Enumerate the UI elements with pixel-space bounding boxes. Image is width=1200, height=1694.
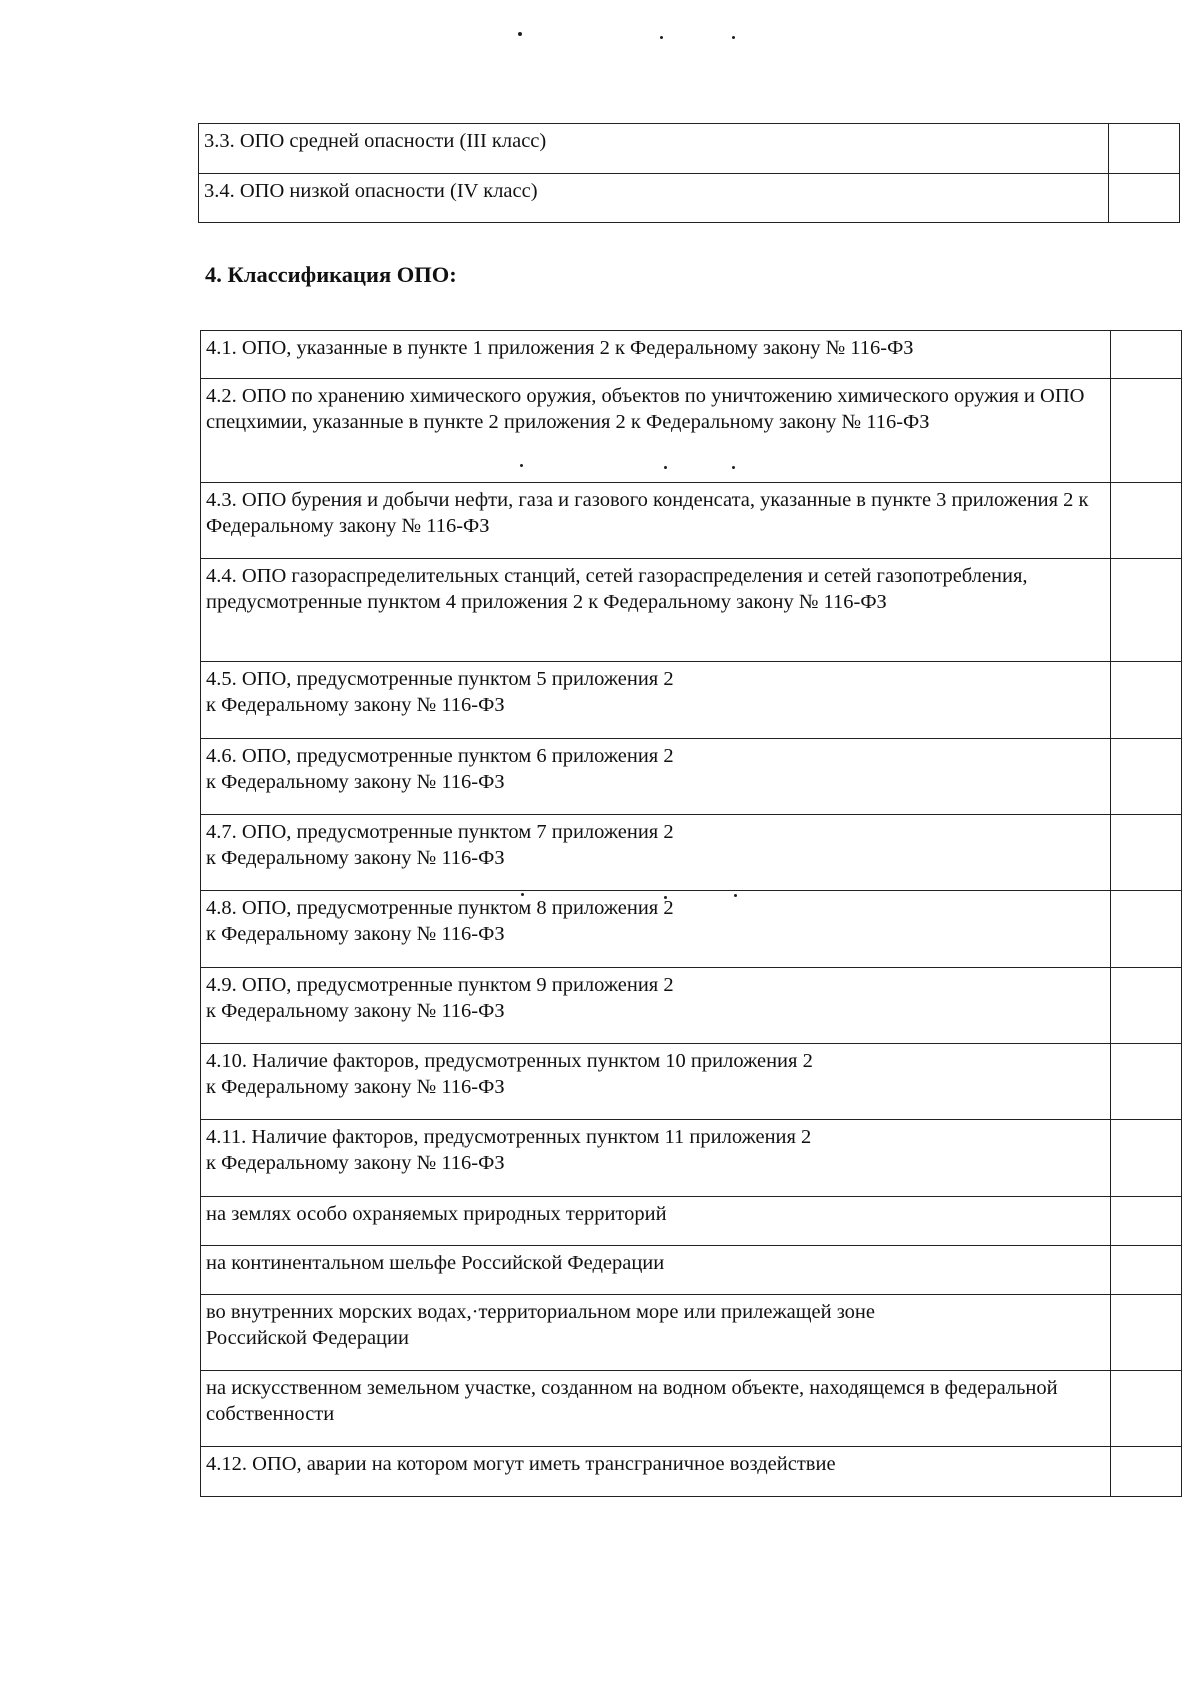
table-row [201, 1044, 1182, 1120]
checkbox-cell[interactable] [1111, 1044, 1182, 1120]
row-label: 4.1. ОПО, указанные в пункте 1 приложения 2 к Федеральному закону № 116-ФЗ [201, 331, 1111, 379]
checkbox-cell[interactable] [1111, 331, 1182, 379]
row-label: 4.4. ОПО газораспределительных станций, сетей газораспределения и сетей газопотребления, предусмотренные пунктом 4 приложения 2 к Федеральному закону № 116-ФЗ [201, 559, 1111, 662]
checkbox-cell[interactable] [1111, 739, 1182, 815]
scan-speck [518, 32, 522, 36]
row-label: на континентальном шельфе Российской Федерации [201, 1246, 1111, 1295]
row-label: 4.5. ОПО, предусмотренные пунктом 5 приложения 2 к Федеральному закону № 116-ФЗ [201, 662, 1111, 739]
row-label: 4.9. ОПО, предусмотренные пунктом 9 приложения 2 к Федеральному закону № 116-ФЗ [201, 968, 1111, 1044]
table-row [201, 483, 1182, 559]
row-label: 4.2. ОПО по хранению химического оружия, объектов по уничтожению химического оружия и ОПО спецхимии, указанные в пункте 2 приложения 2 к Федеральному закону № 116-ФЗ [201, 379, 1111, 483]
scan-speck [660, 36, 663, 39]
table-row [199, 124, 1180, 174]
checkbox-cell[interactable] [1111, 662, 1182, 739]
table-row [201, 379, 1182, 483]
row-label: 4.12. ОПО, аварии на котором могут иметь трансграничное воздействие [201, 1447, 1111, 1497]
table-row [201, 331, 1182, 379]
checkbox-cell[interactable] [1111, 559, 1182, 662]
row-label: 4.10. Наличие факторов, предусмотренных пунктом 10 приложения 2 к Федеральному закону № 116-ФЗ [201, 1044, 1111, 1120]
checkbox-cell[interactable] [1111, 1295, 1182, 1371]
checkbox-cell[interactable] [1111, 891, 1182, 968]
table-row [201, 1295, 1182, 1371]
row-label: 4.7. ОПО, предусмотренные пунктом 7 приложения 2 к Федеральному закону № 116-ФЗ [201, 815, 1111, 891]
checkbox-cell[interactable] [1111, 1120, 1182, 1197]
row-label: во внутренних морских водах,·территориальном море или прилежащей зоне Российской Федерации [201, 1295, 1111, 1371]
checkbox-cell[interactable] [1111, 815, 1182, 891]
checkbox-cell[interactable] [1111, 968, 1182, 1044]
table-row [201, 1120, 1182, 1197]
row-label: 4.6. ОПО, предусмотренные пунктом 6 приложения 2 к Федеральному закону № 116-ФЗ [201, 739, 1111, 815]
scan-speck [732, 36, 735, 39]
row-label: 4.8. ОПО, предусмотренные пунктом 8 приложения 2 к Федеральному закону № 116-ФЗ [201, 891, 1111, 968]
checkbox-cell[interactable] [1111, 1246, 1182, 1295]
table-row [201, 891, 1182, 968]
table-row [201, 1371, 1182, 1447]
row-label: 3.3. ОПО средней опасности (III класс) [199, 124, 1109, 174]
table-row [201, 1447, 1182, 1497]
classification-table [200, 330, 1182, 1497]
checkbox-cell[interactable] [1111, 1197, 1182, 1246]
hazard-class-table [198, 123, 1180, 223]
table-row [199, 174, 1180, 223]
checkbox-cell[interactable] [1109, 174, 1180, 223]
row-label: на искусственном земельном участке, созданном на водном объекте, находящемся в федеральной собственности [201, 1371, 1111, 1447]
checkbox-cell[interactable] [1111, 1447, 1182, 1497]
table-row [201, 815, 1182, 891]
checkbox-cell[interactable] [1109, 124, 1180, 174]
checkbox-cell[interactable] [1111, 379, 1182, 483]
table-row [201, 1197, 1182, 1246]
row-label: 4.11. Наличие факторов, предусмотренных пунктом 11 приложения 2 к Федеральному закону № 116-ФЗ [201, 1120, 1111, 1197]
row-label: 3.4. ОПО низкой опасности (IV класс) [199, 174, 1109, 223]
table-row [201, 1246, 1182, 1295]
table-row [201, 739, 1182, 815]
checkbox-cell[interactable] [1111, 483, 1182, 559]
row-label: на землях особо охраняемых природных территорий [201, 1197, 1111, 1246]
section-heading: 4. Классификация ОПО: [205, 262, 457, 287]
row-label: 4.3. ОПО бурения и добычи нефти, газа и газового конденсата, указанные в пункте 3 приложения 2 к Федеральному закону № 116-ФЗ [201, 483, 1111, 559]
checkbox-cell[interactable] [1111, 1371, 1182, 1447]
table-row [201, 662, 1182, 739]
table-row [201, 559, 1182, 662]
table-row [201, 968, 1182, 1044]
